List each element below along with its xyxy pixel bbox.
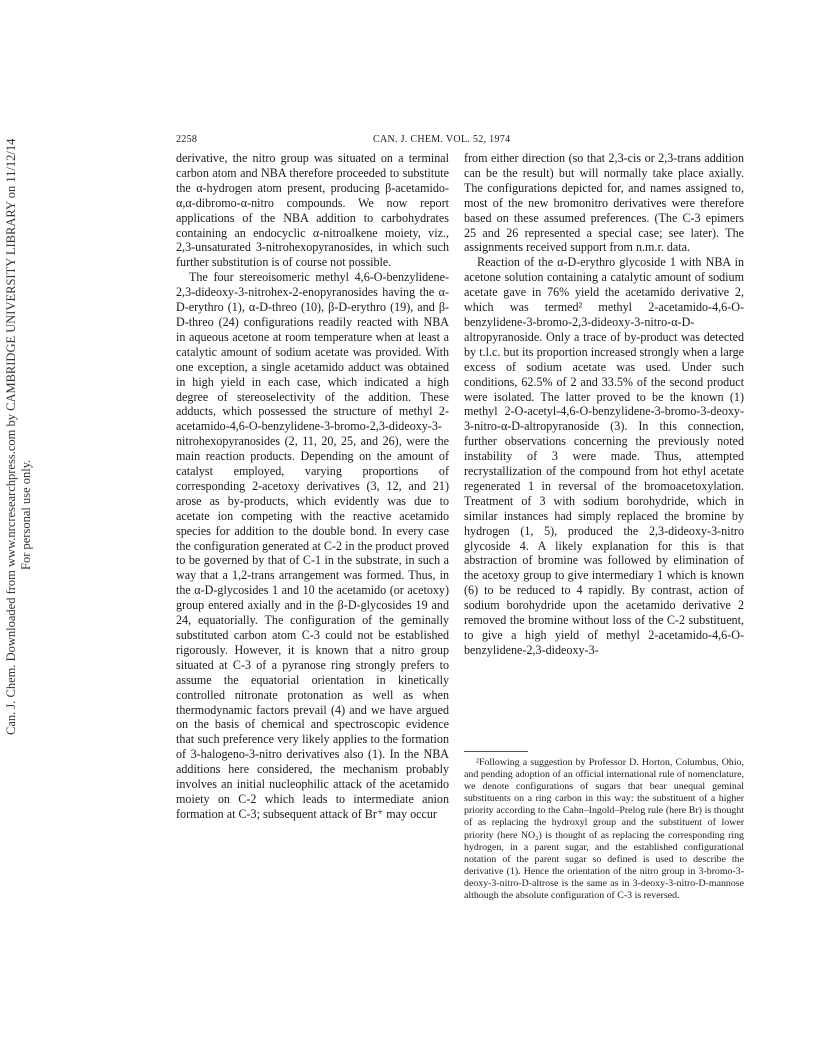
right-column <box>464 151 744 658</box>
footnote-divider <box>464 751 528 752</box>
running-title: CAN. J. CHEM. VOL. 52, 1974 <box>373 134 511 145</box>
footnote-text: ²Following a suggestion by Professor D. Horton, Columbus, Ohio, and pending adoption of an official international rule of nomenclature, we denote configurations of sugars that bear unequal geminal substituents on a ring carbon in this way: the substituent of a higher priority according to the Cahn–Ingold–Prelog rule (here Br) is thought of as replacing the hydroxyl group and the substituent of lower priority (here NO₂) is thought of as replacing the corresponding ring hydrogen, in a parent sugar, and the established configurational notation of the parent sugar so defined is used to describe the derivative (1). Hence the orientation of the nitro group in 3-bromo-3-deoxy-3-nitro-D-altrose is the same as in 3-deoxy-3-nitro-D-mannose although the absolute configuration of C-3 is reversed. <box>464 757 744 902</box>
right-paragraph-1: from either direction (so that 2,3-cis or 2,3-trans addition can be the result) but will normally take place axially. The configurations depicted for, and names assigned to, most of the new bromonitro derivatives were therefore based on these assumed preferences. (The C-3 epimers 25 and 26 represented a special case; see later). The assignments received support from n.m.r. data. <box>464 151 744 255</box>
left-paragraph-2: The four stereoisomeric methyl 4,6-O-benzylidene-2,3-dideoxy-3-nitrohex-2-enopyranosides having the α-D-erythro (1), α-D-threo (10), β-D-erythro (19), and β-D-threo (24) configurations readily reacted with NBA in aqueous acetone at room temperature when at least a catalytic amount of sodium acetate was provided. With one exception, a single acetamido adduct was obtained in high yield in each case, which indicated a high degree of stereoselectivity of the addition. These adducts, which possessed the structure of methyl 2-acetamido-4,6-O-benzylidene-3-bromo-2,3-dideoxy-3-nitrohexopyranosides (2, 11, 20, 25, and 26), were the main reaction products. Depending on the amount of catalyst employed, varying proportions of corresponding 2-acetoxy derivatives (3, 12, and 21) arose as by-products, which evidently was due to acetate ion competing with the reactive acetamido species for addition to the double bond. In every case the configuration generated at C-2 in the product proved to be governed by that of C-1 in the substrate, in such a way that a 1,2-trans arrangement was formed. Thus, in the α-D-glycosides 1 and 10 the acetamido (or acetoxy) group entered axially and in the β-D-glycosides 19 and 24, equatorially. The configuration of the geminally substituted carbon atom C-3 could not be established rigorously. However, it is known that a nitro group situated at C-3 of a pyranose ring strongly prefers to assume the equatorial orientation in kinetically controlled nitronate protonation as well as when thermodynamic factors prevail (4) and we have argued on the basis of chemical and spectroscopic evidence that such preference very likely applies to the formation of 3-halogeno-3-nitro derivatives also (1). In the NBA additions here considered, the mechanism probably involves an initial nucleophilic attack of the acetamido moiety on C-2 which leads to intermediate anion formation at C-3; subsequent attack of Br⁺ may occur <box>176 270 449 821</box>
watermark-line-2: For personal use only. <box>19 459 33 570</box>
watermark-line-1: Can. J. Chem. Downloaded from www.nrcresearchpress.com by CAMBRIDGE UNIVERSITY LIBRARY on 11/12/14 <box>4 138 18 735</box>
right-paragraph-2: Reaction of the α-D-erythro glycoside 1 with NBA in acetone solution containing a catalytic amount of sodium acetate gave in 76% yield the acetamido derivative 2, which was termed² methyl 2-acetamido-4,6-O-benzylidene-3-bromo-2,3-dideoxy-3-nitro-α-D-altropyranoside. Only a trace of by-product was detected by t.l.c. but its proportion increased strongly when a large excess of sodium acetate was used. Under such conditions, 62.5% of 2 and 33.5% of the second product were isolated. The latter proved to be the known (1) methyl 2-O-acetyl-4,6-O-benzylidene-3-bromo-3-deoxy-3-nitro-α-D-altropyranoside (3). In this connection, further observations concerning the previously noted instability of 3 were made. Thus, attempted recrystallization of the compound from hot ethyl acetate regenerated 1 in reversal of the bromoacetoxylation. Treatment of 3 with sodium borohydride, which in similar instances had simply replaced the bromine by hydrogen (1, 5), produced the 2,3-dideoxy-3-nitro glycoside 4. A likely explanation for this is that abstraction of bromine was followed by elimination of the acetoxy group to give intermediary 1 which is known (6) to be reduced to 4 rapidly. By contrast, action of sodium borohydride upon the acetamido derivative 2 removed the bromine without loss of the C-2 substituent, to give a high yield of methyl 2-acetamido-4,6-O-benzylidene-2,3-dideoxy-3- <box>464 255 744 657</box>
download-watermark <box>0 0 40 1056</box>
left-paragraph-1: derivative, the nitro group was situated on a terminal carbon atom and NBA therefore proceeded to substitute the α-hydrogen atom present, producing β-acetamido-α,α-dibromo-α-nitro compounds. We now report applications of the NBA addition to carbohydrates containing an endocyclic α-nitroalkene moiety, viz., 2,3-unsaturated 3-nitrohexopyranosides, in which such further substitution is of course not possible. <box>176 151 449 270</box>
left-column <box>176 151 449 822</box>
page-header <box>176 134 744 148</box>
page-number: 2258 <box>176 134 198 145</box>
footnote <box>464 757 744 902</box>
